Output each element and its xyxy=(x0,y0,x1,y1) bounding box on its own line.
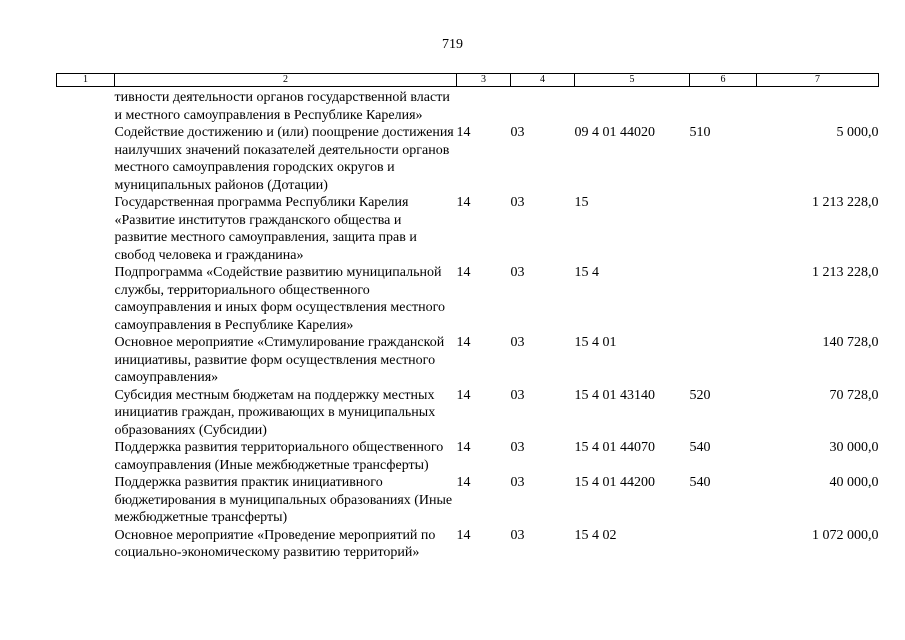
table-row xyxy=(57,474,879,527)
section-code: 14 xyxy=(456,335,471,350)
target-article-code: 15 4 02 xyxy=(574,527,617,543)
amount: 70 728,0 xyxy=(829,387,879,403)
item-name: Государственная программа Республики Карелия «Развитие институтов гражданского общества и развитие местного самоуправления, защита прав и свобод человека и гражданина» xyxy=(114,195,417,263)
expense-type-code xyxy=(690,264,757,334)
section-code: 14 xyxy=(456,440,471,455)
expense-type-code: 540 xyxy=(689,475,711,490)
row-index-cell xyxy=(57,124,115,194)
amount xyxy=(757,87,879,125)
col-header-1: 1 xyxy=(57,74,115,87)
amount: 5 000,0 xyxy=(836,125,879,140)
target-article-code: 15 4 01 43140 xyxy=(574,387,655,403)
target-article-code: 15 4 01 44070 xyxy=(574,440,655,455)
item-name: Основное мероприятие «Стимулирование гражданской инициативы, развитие форм осуществления местного самоуправления» xyxy=(114,335,445,385)
target-article-code: 15 4 xyxy=(574,265,599,280)
item-name: Содействие достижению и (или) поощрение достижения наилучших значений показателей деятельности органов местного самоуправления городских округов и муниципальных районов (Дотации) xyxy=(114,125,454,193)
expense-type-code: 540 xyxy=(689,440,711,455)
target-article-code: 09 4 01 44020 xyxy=(574,125,655,140)
subsection-code: 03 xyxy=(510,335,525,350)
table-row xyxy=(57,439,879,474)
expense-type-code: 510 xyxy=(689,125,711,140)
section-code: 14 xyxy=(456,125,471,140)
section-code: 14 xyxy=(456,475,471,490)
expense-type-code xyxy=(690,194,757,264)
section-code: 14 xyxy=(456,195,471,210)
col-header-3: 3 xyxy=(457,74,511,87)
column-number-row xyxy=(57,74,879,87)
item-name: тивности деятельности органов государственной власти и местного самоуправления в Республике Карелия» xyxy=(114,90,450,123)
row-index-cell xyxy=(57,474,115,527)
col-header-7: 7 xyxy=(757,74,879,87)
col-header-2: 2 xyxy=(115,74,457,87)
expense-type-code xyxy=(690,87,757,125)
subsection-code: 03 xyxy=(510,527,525,543)
subsection-code: 03 xyxy=(510,125,525,140)
section-code: 14 xyxy=(456,387,471,403)
target-article-code: 15 xyxy=(574,195,589,210)
table-row xyxy=(57,264,879,334)
section-code: 14 xyxy=(456,265,471,280)
expense-type-code: 520 xyxy=(689,387,711,403)
subsection-code: 03 xyxy=(510,440,525,455)
section-code: 14 xyxy=(456,527,471,543)
subsection-code: 03 xyxy=(510,195,525,210)
row-index-cell xyxy=(57,264,115,334)
row-index-cell xyxy=(57,387,115,440)
table-row xyxy=(57,527,879,562)
amount: 140 728,0 xyxy=(822,335,879,350)
row-index-cell xyxy=(57,87,115,125)
item-name: Основное мероприятие «Проведение мероприятий по социально-экономическому развитию территорий» xyxy=(114,527,436,560)
col-header-5: 5 xyxy=(575,74,690,87)
budget-table xyxy=(56,73,879,562)
amount: 40 000,0 xyxy=(829,475,879,490)
page-number: 719 xyxy=(442,37,463,52)
subsection-code: 03 xyxy=(510,475,525,490)
item-name: Подпрограмма «Содействие развитию муниципальной службы, территориального общественного самоуправления и иных форм осуществления местного самоуправления в Республике Карелия» xyxy=(114,265,446,333)
target-article-code: 15 4 01 44200 xyxy=(574,475,655,490)
expense-type-code xyxy=(690,527,757,562)
subsection-code xyxy=(511,87,575,125)
item-name: Субсидия местным бюджетам на поддержку местных инициатив граждан, проживающих в муниципальных образованиях (Субсидии) xyxy=(114,387,436,438)
section-code xyxy=(457,87,511,125)
item-name: Поддержка развития практик инициативного бюджетирования в муниципальных образованиях (Иные межбюджетные трансферты) xyxy=(114,475,453,525)
row-index-cell xyxy=(57,439,115,474)
table-row xyxy=(57,194,879,264)
target-article-code xyxy=(575,87,690,125)
subsection-code: 03 xyxy=(510,387,525,403)
item-name: Поддержка развития территориального общественного самоуправления (Иные межбюджетные трансферты) xyxy=(114,440,444,473)
row-index-cell xyxy=(57,334,115,387)
table-row xyxy=(57,87,879,125)
subsection-code: 03 xyxy=(510,265,525,280)
table-row xyxy=(57,124,879,194)
expense-type-code xyxy=(690,334,757,387)
row-index-cell xyxy=(57,527,115,562)
row-index-cell xyxy=(57,194,115,264)
col-header-4: 4 xyxy=(511,74,575,87)
amount: 1 213 228,0 xyxy=(812,265,879,280)
table-row xyxy=(57,334,879,387)
amount: 1 213 228,0 xyxy=(812,195,879,210)
amount: 30 000,0 xyxy=(829,440,879,455)
target-article-code: 15 4 01 xyxy=(574,335,617,350)
amount: 1 072 000,0 xyxy=(812,527,879,543)
table-row xyxy=(57,387,879,440)
col-header-6: 6 xyxy=(690,74,757,87)
